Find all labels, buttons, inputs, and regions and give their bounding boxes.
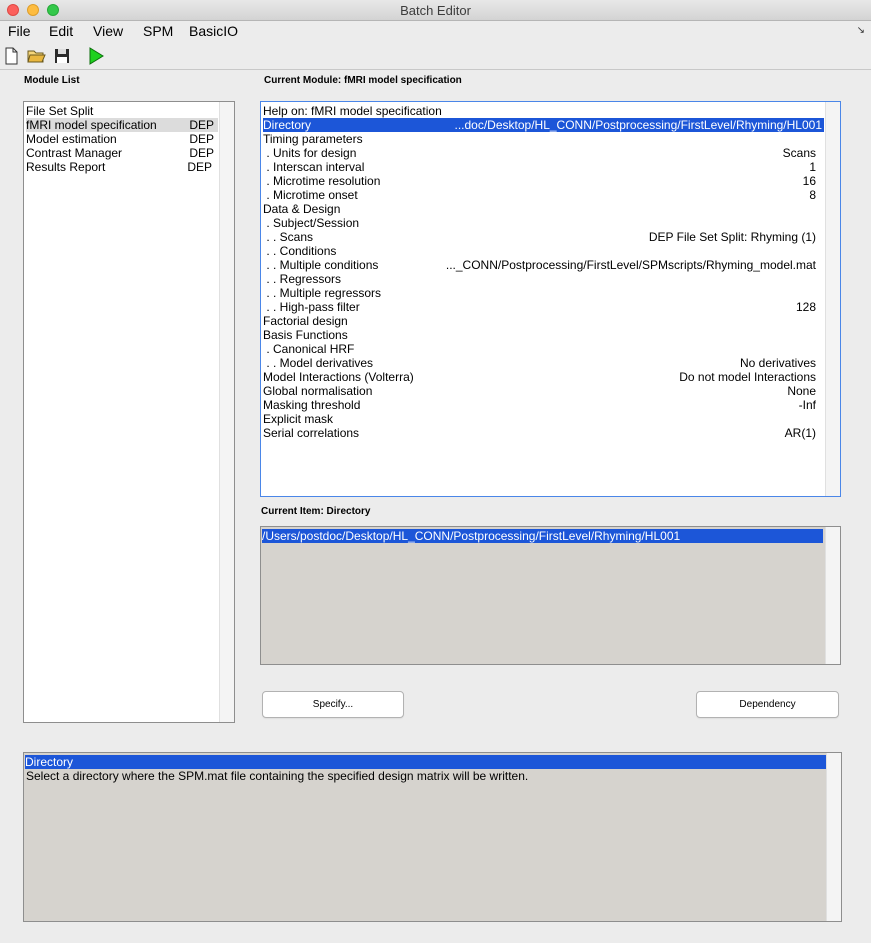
help-panel	[23, 752, 842, 922]
param-label: . . Multiple conditions	[263, 258, 379, 272]
param-label: Help on: fMRI model specification	[263, 104, 442, 118]
menu-edit[interactable]: Edit	[49, 23, 74, 39]
menu-view[interactable]: View	[93, 23, 124, 39]
param-value: DEP File Set Split: Rhyming (1)	[648, 230, 816, 244]
module-item[interactable]: Results Report DEP	[26, 160, 212, 174]
module-item[interactable]: fMRI model specification DEP	[26, 118, 218, 132]
param-label: . Canonical HRF	[263, 342, 355, 356]
module-list	[23, 101, 235, 723]
module-param-row[interactable]	[263, 272, 824, 286]
current-item-list	[260, 526, 841, 665]
param-value: No derivatives	[739, 356, 816, 370]
menu-overflow-icon[interactable]: ↘	[856, 25, 865, 36]
save-disk-icon[interactable]	[53, 47, 73, 67]
param-label: Serial correlations	[263, 426, 360, 440]
module-param-row[interactable]	[263, 188, 824, 202]
module-param-row[interactable]	[263, 244, 824, 258]
menu-file[interactable]: File	[8, 23, 31, 39]
help-scrollbar[interactable]	[826, 753, 841, 921]
menu-spm[interactable]: SPM	[143, 23, 174, 39]
param-value: 16	[802, 174, 816, 188]
param-value: ...doc/Desktop/HL_CONN/Postprocessing/FirstLevel/Rhyming/HL001	[454, 118, 822, 132]
param-label: . . Model derivatives	[263, 356, 374, 370]
module-param-row[interactable]	[263, 216, 824, 230]
module-param-row[interactable]	[263, 146, 824, 160]
param-label: . . Multiple regressors	[263, 286, 382, 300]
module-param-row[interactable]	[263, 342, 824, 356]
current-item-value[interactable]: /Users/postdoc/Desktop/HL_CONN/Postprocessing/FirstLevel/Rhyming/HL001	[262, 529, 823, 543]
param-label: Model Interactions (Volterra)	[263, 370, 414, 384]
module-param-row[interactable]	[263, 314, 824, 328]
module-param-row[interactable]	[263, 174, 824, 188]
param-value: 128	[795, 300, 816, 314]
param-label: Data & Design	[263, 202, 341, 216]
current-module-scrollbar[interactable]	[825, 102, 840, 496]
param-label: Explicit mask	[263, 412, 334, 426]
module-param-row[interactable]	[263, 356, 824, 370]
param-label: . . Conditions	[263, 244, 337, 258]
param-value: None	[787, 384, 816, 398]
param-label: . . Scans	[263, 230, 314, 244]
param-value: 1	[809, 160, 816, 174]
param-label: . . Regressors	[263, 272, 342, 286]
specify-button[interactable]: Specify...	[262, 691, 404, 718]
param-label: Global normalisation	[263, 384, 373, 398]
current-item-scrollbar[interactable]	[825, 527, 840, 664]
param-label: Masking threshold	[263, 398, 361, 412]
param-label: Factorial design	[263, 314, 348, 328]
param-value: -Inf	[798, 398, 816, 412]
help-text: Select a directory where the SPM.mat file containing the specified design matrix will be written.	[26, 769, 529, 783]
module-item[interactable]: File Set Split	[26, 104, 94, 118]
run-play-icon[interactable]	[87, 47, 107, 67]
module-param-row[interactable]	[263, 328, 824, 342]
window-title: Batch Editor	[400, 3, 471, 18]
param-label: . Microtime resolution	[263, 174, 381, 188]
param-value: AR(1)	[784, 426, 816, 440]
module-param-row[interactable]	[263, 398, 824, 412]
module-item[interactable]: Model estimation DEP	[26, 132, 214, 146]
param-value: Do not model Interactions	[679, 370, 816, 384]
help-title: Directory	[25, 755, 826, 769]
param-value: ..._CONN/Postprocessing/FirstLevel/SPMscripts/Rhyming_model.mat	[445, 258, 816, 272]
module-param-row[interactable]	[263, 300, 824, 314]
param-label: Basis Functions	[263, 328, 348, 342]
module-param-row[interactable]	[263, 286, 824, 300]
param-label: . Interscan interval	[263, 160, 365, 174]
toolbar	[0, 43, 871, 70]
module-param-row[interactable]	[263, 104, 824, 118]
module-item[interactable]: Contrast Manager DEP	[26, 146, 214, 160]
current-module-label: Current Module: fMRI model specification	[264, 75, 462, 86]
param-label: Timing parameters	[263, 132, 363, 146]
param-label: . Units for design	[263, 146, 357, 160]
module-param-row[interactable]	[263, 426, 824, 440]
module-param-row[interactable]	[263, 412, 824, 426]
module-param-row[interactable]	[263, 370, 824, 384]
module-param-row[interactable]	[263, 230, 824, 244]
param-label: Directory	[263, 118, 312, 132]
current-item-label: Current Item: Directory	[261, 506, 371, 517]
module-param-row[interactable]	[263, 118, 824, 132]
menu-basicio[interactable]: BasicIO	[189, 23, 239, 39]
menu-bar	[0, 21, 871, 43]
param-label: . . High-pass filter	[263, 300, 360, 314]
module-param-row[interactable]	[263, 132, 824, 146]
module-list-label: Module List	[24, 75, 80, 86]
module-param-row[interactable]	[263, 160, 824, 174]
param-label: . Microtime onset	[263, 188, 358, 202]
title-bar	[0, 0, 871, 21]
current-module-list	[260, 101, 841, 497]
param-value: 8	[809, 188, 816, 202]
module-list-scrollbar[interactable]	[219, 102, 234, 722]
module-param-row[interactable]	[263, 202, 824, 216]
param-value: Scans	[782, 146, 816, 160]
dependency-button[interactable]: Dependency	[696, 691, 839, 718]
new-document-icon[interactable]	[3, 47, 23, 67]
open-folder-icon[interactable]	[27, 47, 47, 67]
module-param-row[interactable]	[263, 258, 824, 272]
param-label: . Subject/Session	[263, 216, 360, 230]
module-param-row[interactable]	[263, 384, 824, 398]
